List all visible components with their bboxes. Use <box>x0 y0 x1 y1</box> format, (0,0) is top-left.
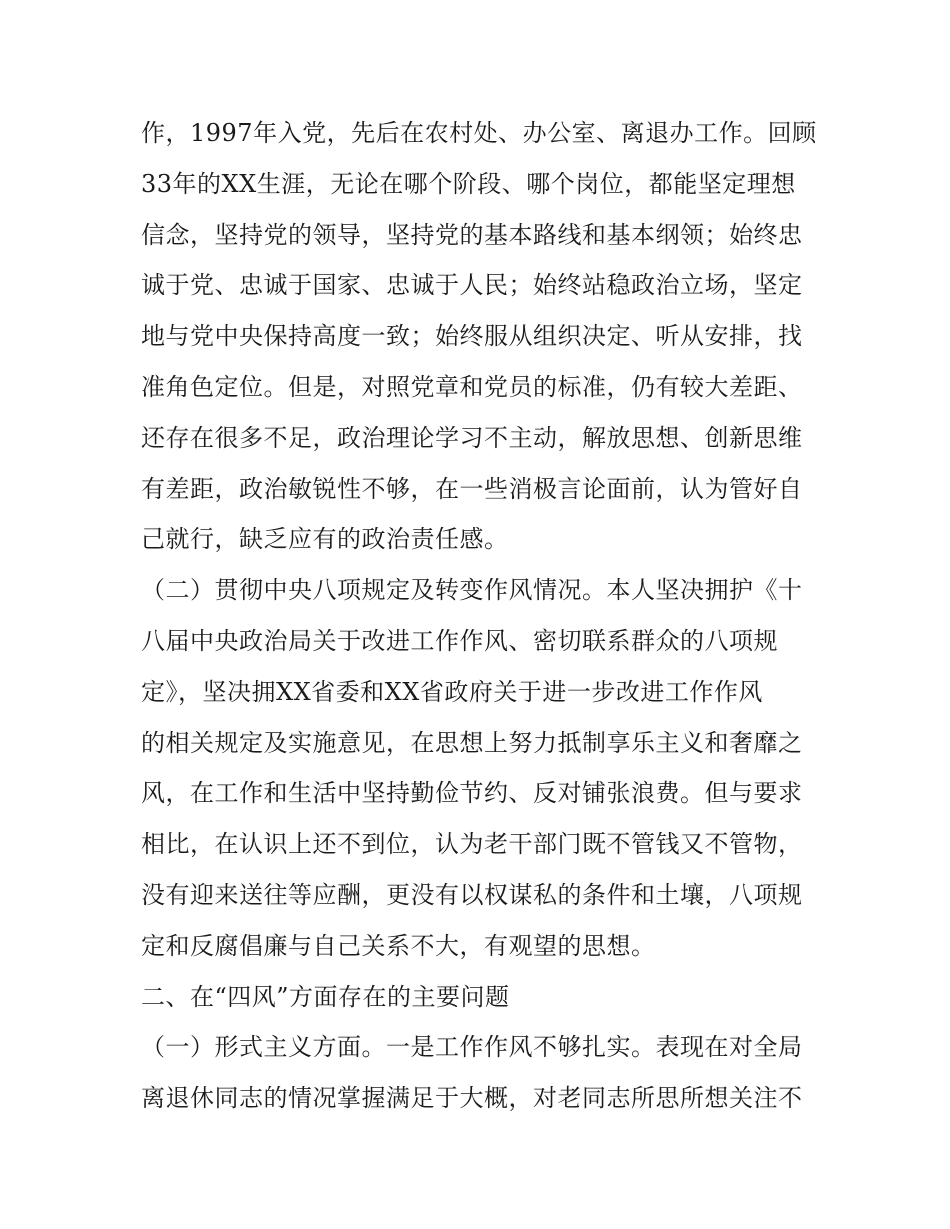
text-line: （二）贯彻中央八项规定及转变作风情况。本人坚决拥护《十 <box>141 576 803 605</box>
text-line: 作，1997年入党，先后在农村处、办公室、离退办工作。回顾 <box>141 119 817 147</box>
text-line: 相比，在认识上还不到位，认为老干部门既不管钱又不管物， <box>141 830 803 859</box>
text-line: 离退休同志的情况掌握满足于大概，对老同志所思所想关注不 <box>141 1084 803 1113</box>
text-line: 定和反腐倡廉与自己关系不大，有观望的思想。 <box>141 931 656 960</box>
text-line: 准角色定位。但是，对照党章和党员的标准，仍有较大差距、 <box>141 372 803 401</box>
text-line: 还存在很多不足，政治理论学习不主动，解放思想、创新思维 <box>141 423 803 452</box>
text-line: 定》，坚决拥XX省委和XX省政府关于进一步改进工作作风 <box>141 677 763 706</box>
text-line: 的相关规定及实施意见，在思想上努力抵制享乐主义和奢靡之 <box>141 728 803 757</box>
section-heading: 二、在“四风”方面存在的主要问题 <box>141 982 510 1011</box>
text-line: 风，在工作和生活中坚持勤俭节约、反对铺张浪费。但与要求 <box>141 779 803 808</box>
text-line: 地与党中央保持高度一致；始终服从组织决定、听从安排，找 <box>141 322 803 351</box>
text-line: 有差距，政治敏锐性不够，在一些消极言论面前，认为管好自 <box>141 474 803 503</box>
body-text <box>141 108 817 1124</box>
text-line: 己就行，缺乏应有的政治责任感。 <box>141 525 509 554</box>
text-line: 八届中央政治局关于改进工作作风、密切联系群众的八项规 <box>141 626 778 655</box>
text-line: 没有迎来送往等应酬，更没有以权谋私的条件和土壤，八项规 <box>141 880 803 909</box>
text-line: 诚于党、忠诚于国家、忠诚于人民；始终站稳政治立场，坚定 <box>141 271 803 300</box>
text-line: 33年的XX生涯，无论在哪个阶段、哪个岗位，都能坚定理想 <box>141 169 796 198</box>
text-line: （一）形式主义方面。一是工作作风不够扎实。表现在对全局 <box>141 1033 803 1062</box>
text-line: 信念，坚持党的领导，坚持党的基本路线和基本纲领；始终忠 <box>141 220 803 249</box>
